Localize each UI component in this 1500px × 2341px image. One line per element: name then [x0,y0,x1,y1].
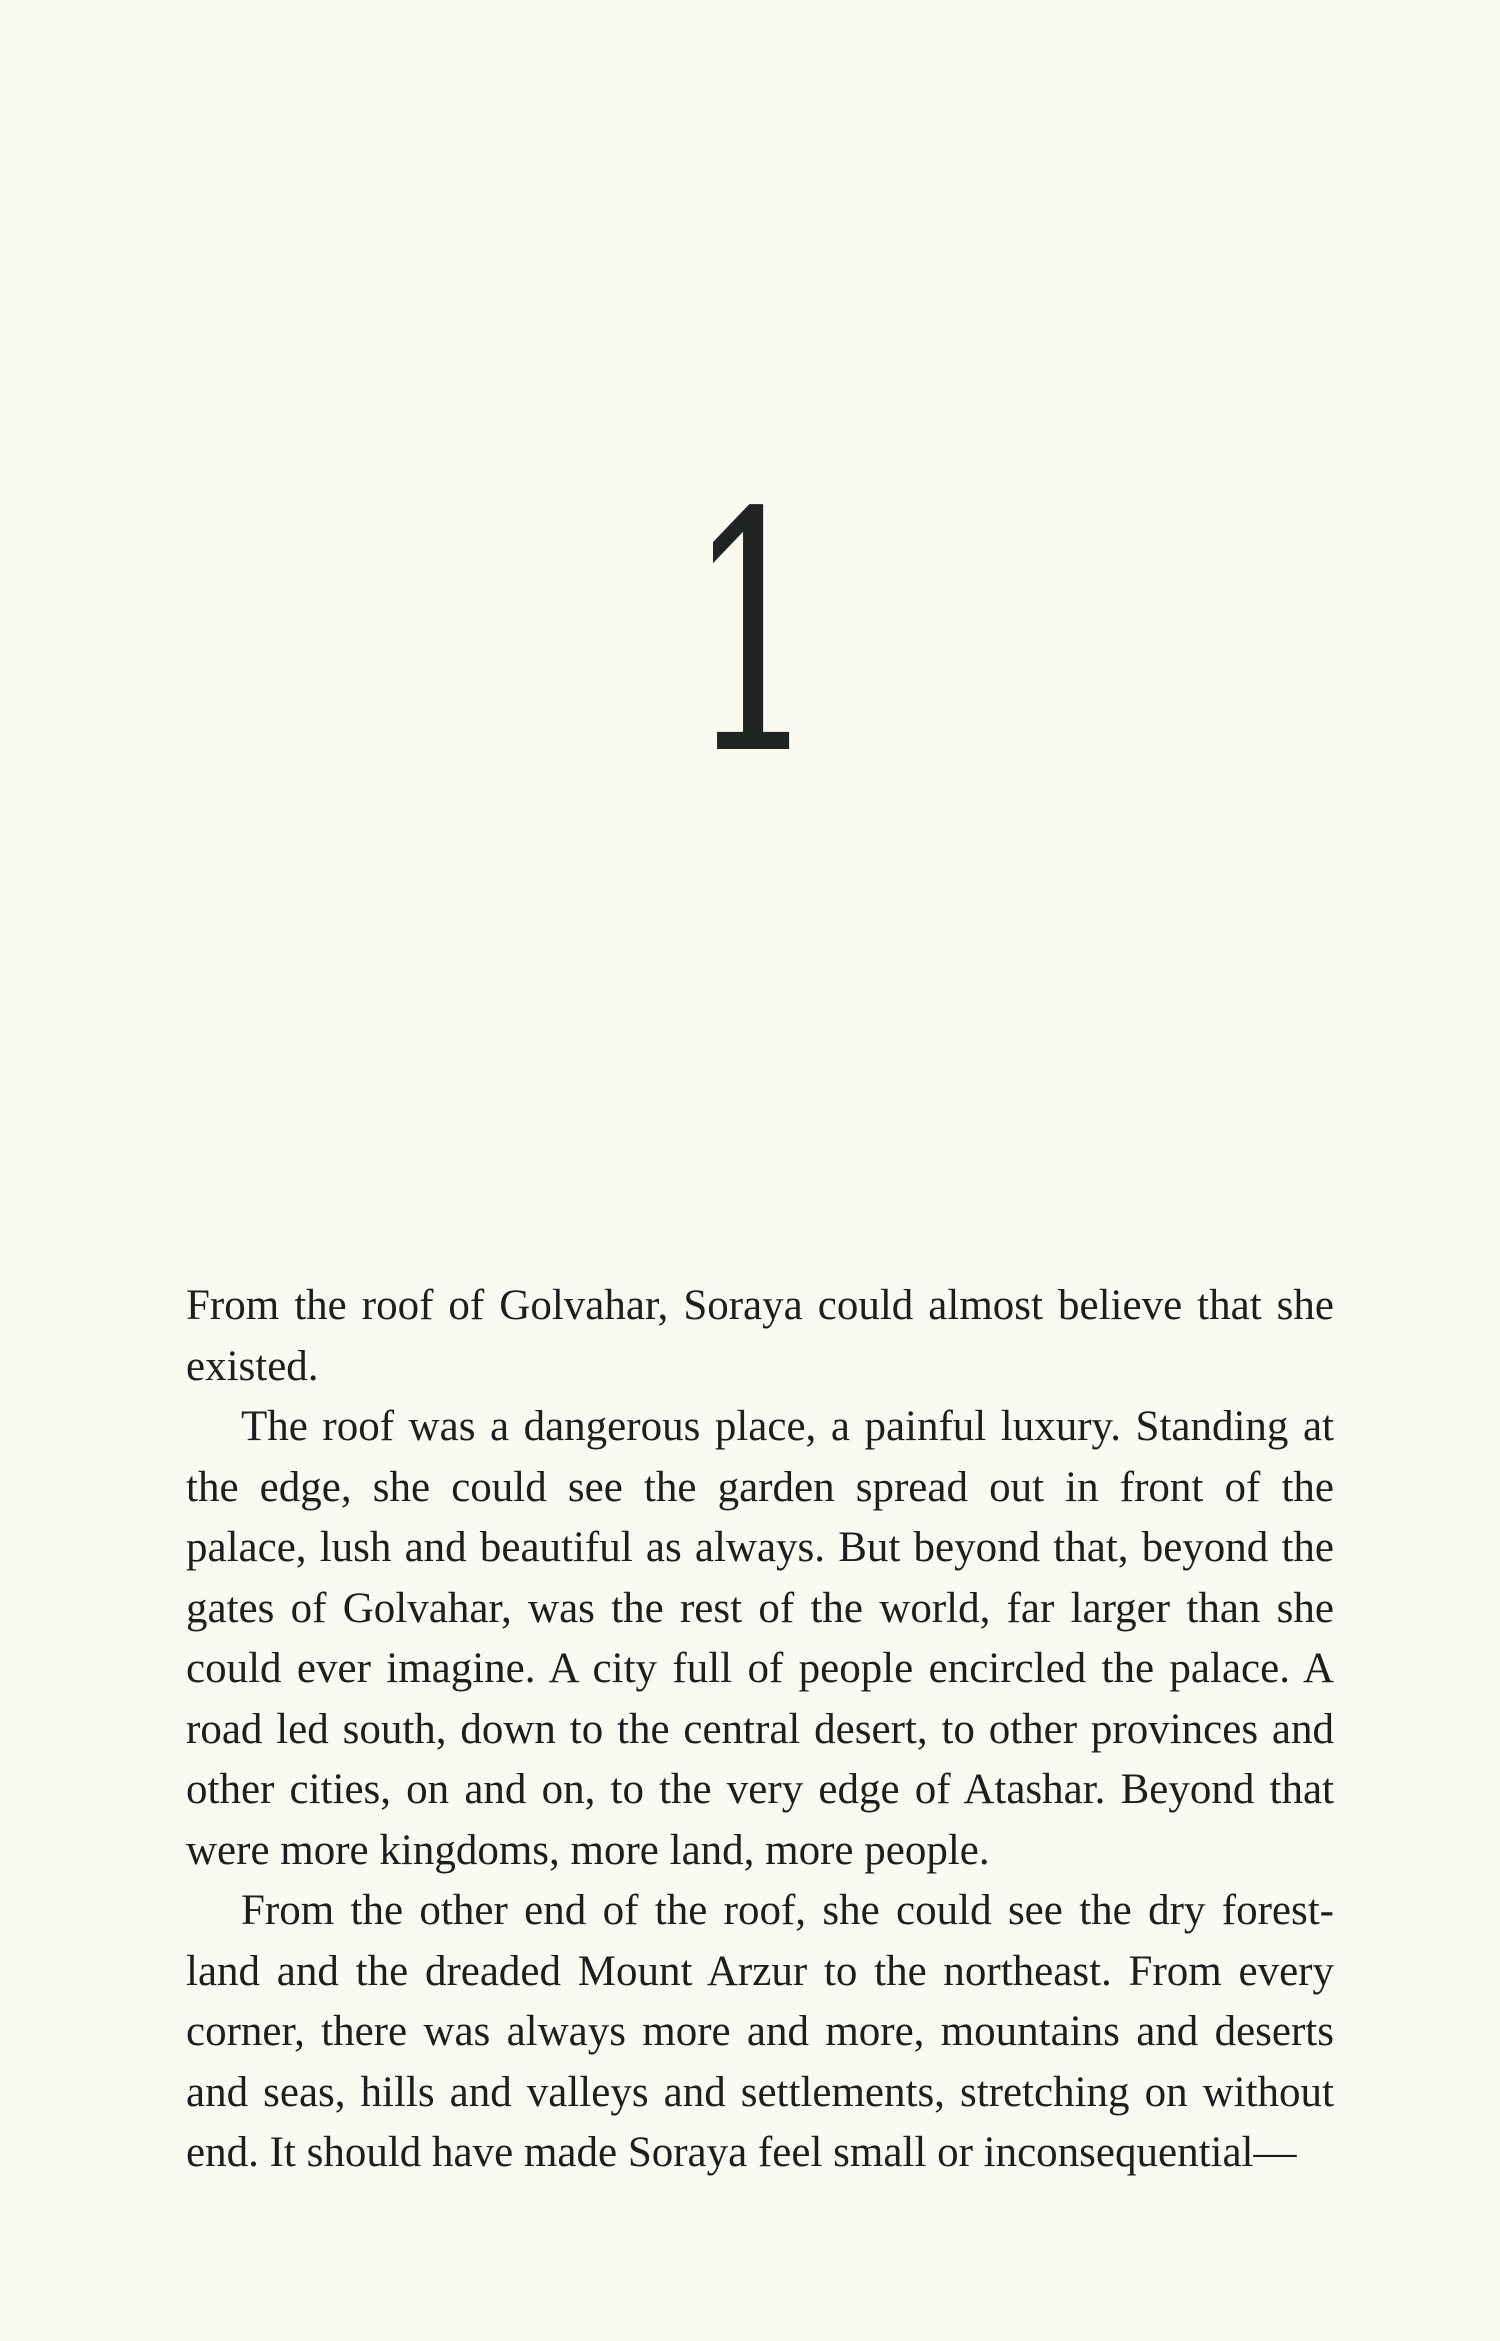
paragraph-1: From the roof of Golvahar, Soraya could almost believe that she existed. [186,1282,1334,1390]
chapter-body [186,1276,1334,2184]
paragraph-3: From the other end of the roof, she could see the dry forest-land and the dreaded Mount Arzur to the northeast. From every corner, there was always more and more, mountains and deserts and seas, hills and valleys and settlements, stretching on without end. It should have made Soraya feel small or inconsequential— [186,1887,1334,2176]
paragraph-2: The roof was a dangerous place, a painful luxury. Standing at the edge, she could see the garden spread out in front of the palace, lush and beautiful as always. But beyond that, beyond the gates of Golvahar, was the rest of the world, far larger than she could ever imagine. A city full of people encircled the palace. A road led south, down to the central desert, to other provinces and other cities, on and on, to the very edge of Atashar. Beyond that were more kingdoms, more land, more people. [186,1403,1334,1874]
chapter-number: 1 [688,443,812,827]
